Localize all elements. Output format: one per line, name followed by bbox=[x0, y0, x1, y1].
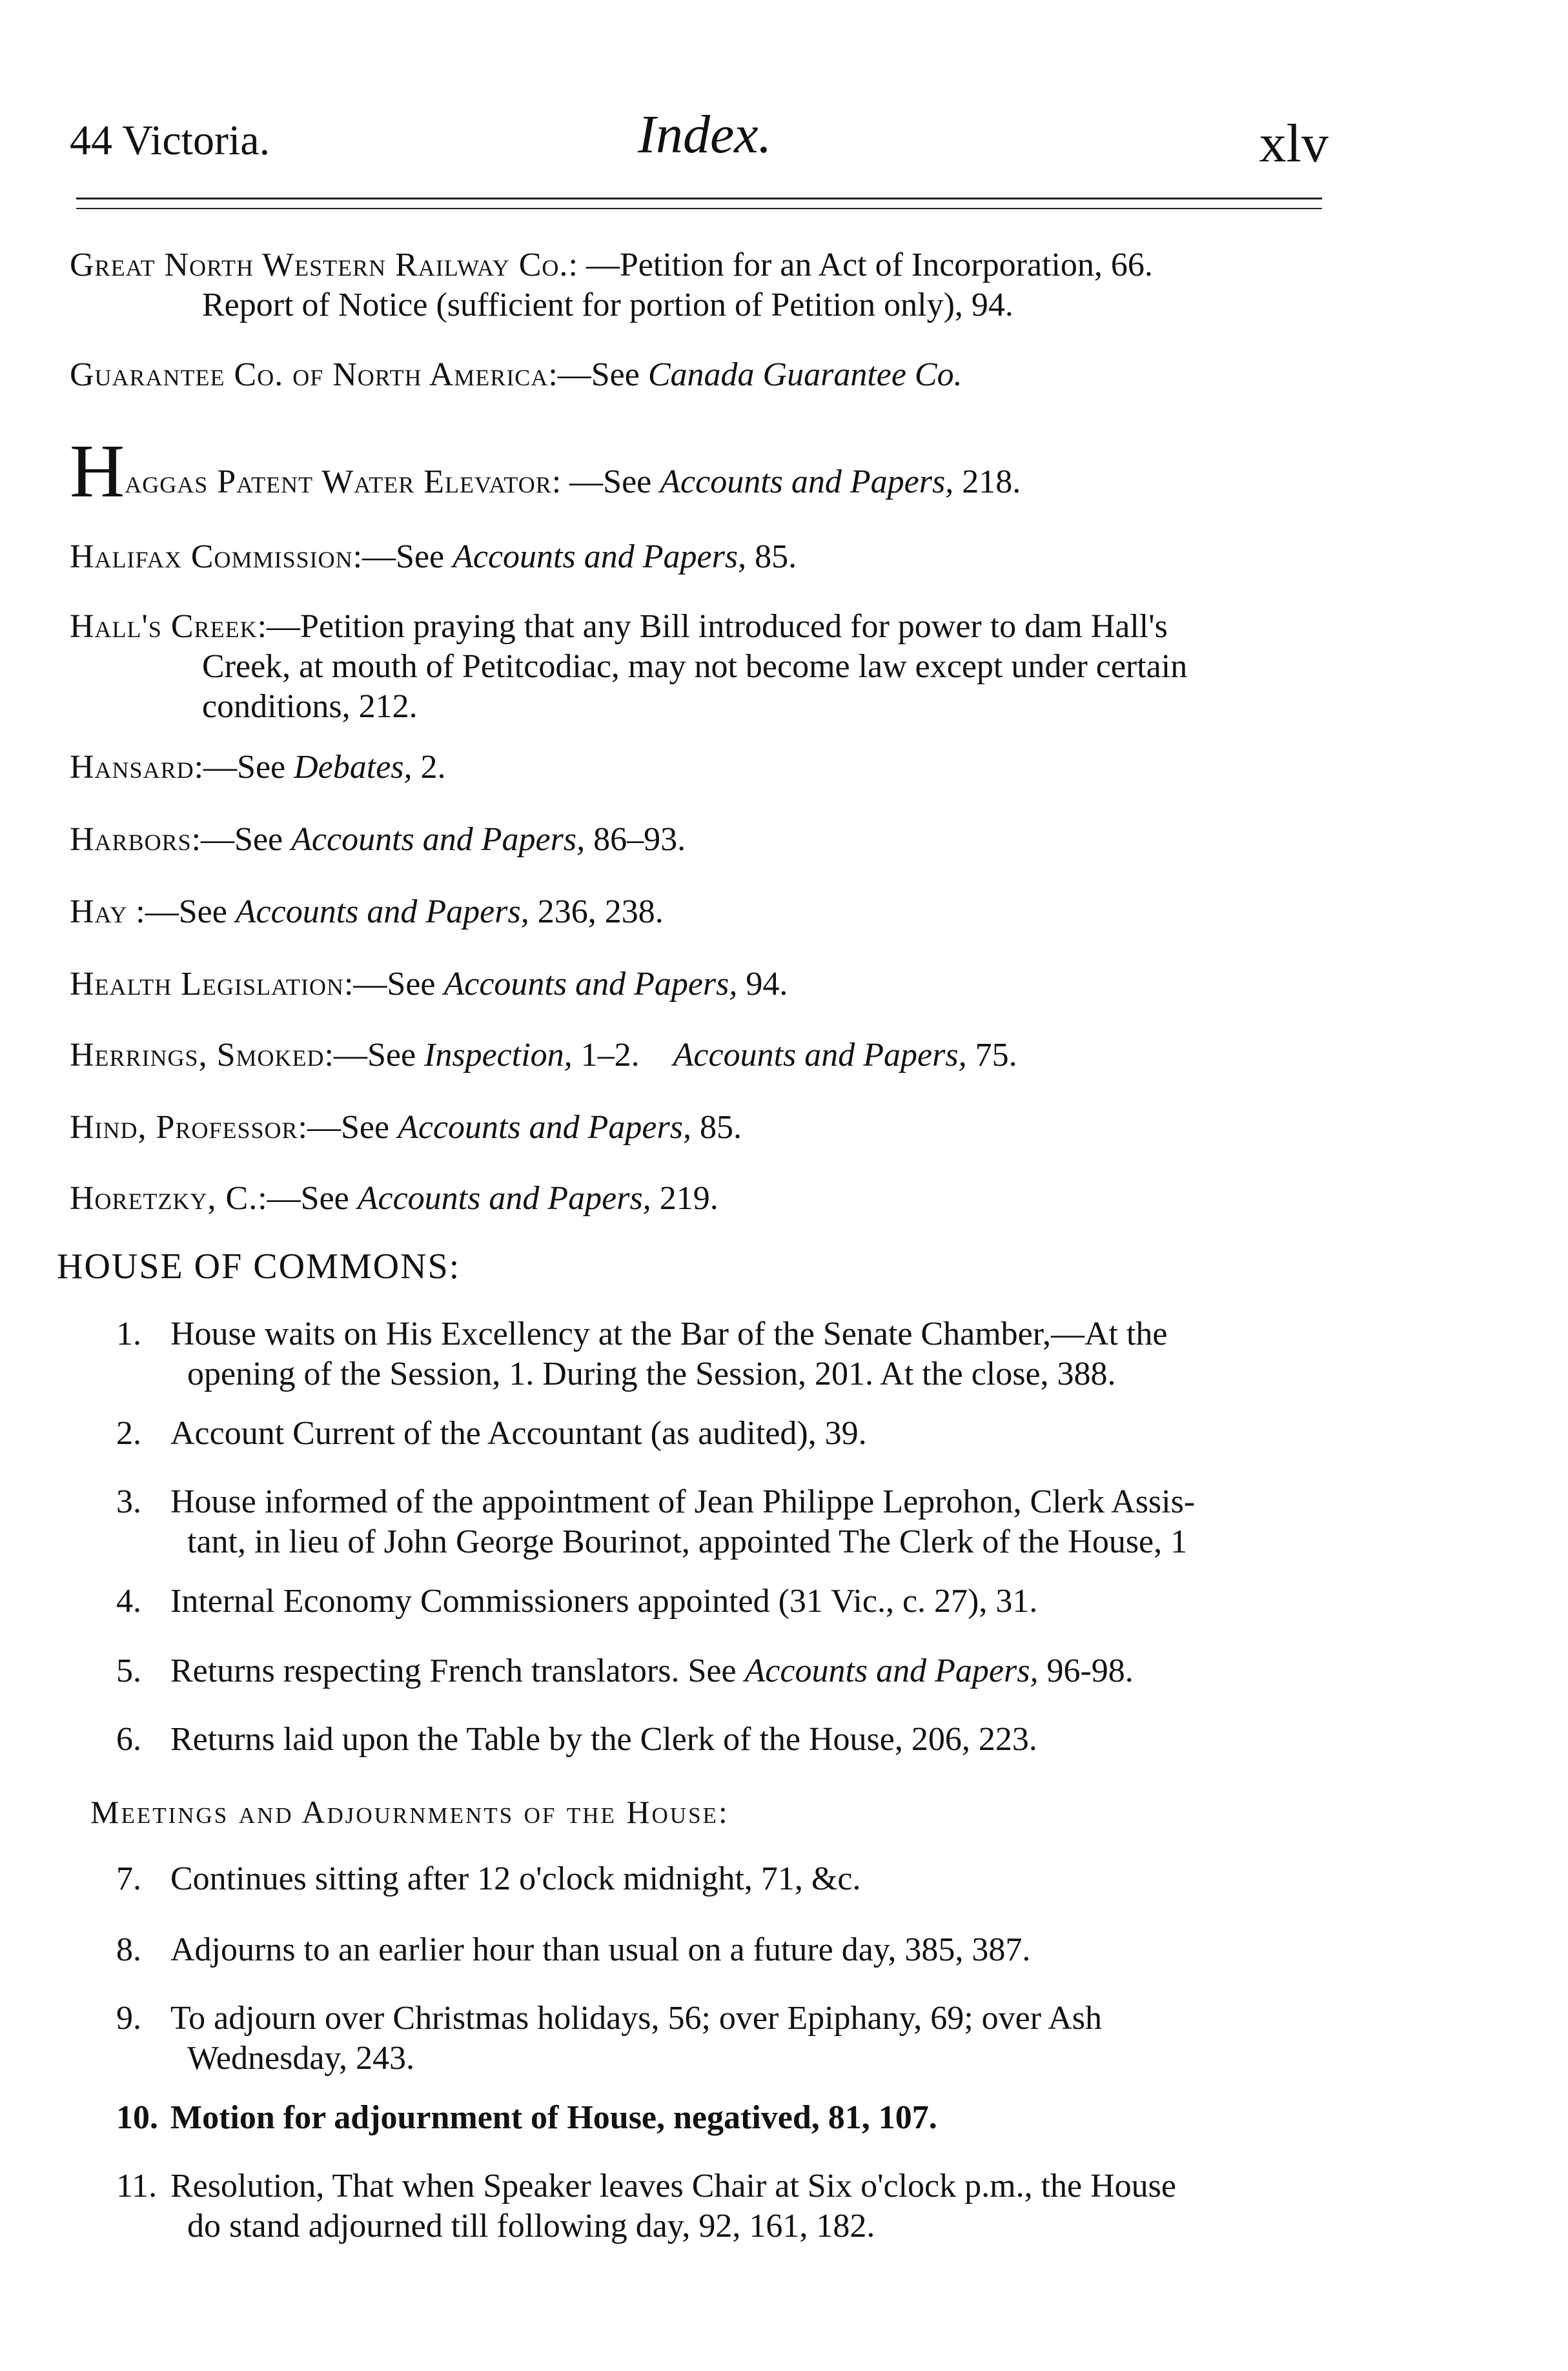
numbered-item bbox=[116, 2166, 1323, 2246]
entry-reference: Accounts and Papers, bbox=[235, 893, 529, 930]
entry-heading: Harbors bbox=[70, 821, 192, 858]
header-rule-thin bbox=[76, 208, 1322, 209]
entry-text: : —Petition for an Act of Incorporation, 66. bbox=[568, 247, 1153, 283]
entry-heading: Hind, Professor bbox=[70, 1109, 298, 1146]
entry-pages: 94. bbox=[737, 966, 788, 1002]
numbered-item bbox=[116, 1651, 1323, 1691]
entry-reference: Debates, bbox=[294, 749, 412, 786]
entry-text: :—See bbox=[352, 538, 453, 575]
entry-reference: Accounts and Papers, bbox=[357, 1180, 651, 1217]
entry-text: :—Petition praying that any Bill introduced for power to dam Hall's bbox=[257, 608, 1168, 645]
item-number: 6. bbox=[116, 1721, 141, 1758]
entry-pages: 218. bbox=[953, 463, 1021, 500]
entry-pages: 236, 238. bbox=[529, 893, 664, 930]
item-text: Returns respecting French translators. See bbox=[170, 1653, 745, 1689]
entry-reference: Accounts and Papers, bbox=[660, 463, 954, 500]
item-text: Returns laid upon the Table by the Clerk of the House, 206, 223. bbox=[170, 1721, 1037, 1758]
entry-reference: Accounts and Papers, bbox=[453, 538, 747, 575]
entry-heading: Great North Western Railway Co. bbox=[70, 247, 569, 283]
entry-reference: Accounts and Papers, bbox=[443, 966, 738, 1002]
numbered-item bbox=[116, 1482, 1323, 1562]
entry-continuation: conditions, 212. bbox=[202, 688, 418, 725]
entry-text: :—See bbox=[343, 966, 444, 1002]
item-continuation: do stand adjourned till following day, 92, 161, 182. bbox=[187, 2208, 875, 2244]
item-continuation: tant, in lieu of John George Bourinot, appointed The Clerk of the House, 1 bbox=[187, 1523, 1188, 1560]
numbered-item bbox=[116, 1720, 1323, 1760]
index-entry bbox=[70, 607, 1335, 727]
index-entry bbox=[70, 820, 1335, 860]
entry-heading: Guarantee Co. of North America bbox=[70, 356, 549, 393]
item-number: 3. bbox=[116, 1483, 141, 1520]
entry-continuation: Report of Notice (sufficient for portion of Petition only), 94. bbox=[202, 287, 1013, 323]
item-text: Account Current of the Accountant (as audited), 39. bbox=[170, 1415, 867, 1452]
item-continuation: opening of the Session, 1. During the Session, 201. At the close, 388. bbox=[187, 1356, 1116, 1392]
entry-heading: Halifax Commission bbox=[70, 538, 353, 575]
index-entry bbox=[70, 748, 1335, 788]
header-title: Index. bbox=[638, 105, 772, 165]
entry-pages: 1–2. bbox=[572, 1037, 640, 1074]
index-entry bbox=[70, 355, 1335, 395]
index-entry bbox=[70, 1035, 1335, 1075]
entry-reference: Canada Guarantee Co. bbox=[647, 356, 962, 393]
item-number: 5. bbox=[116, 1653, 141, 1689]
subsection-title: Meetings and Adjournments of the House: bbox=[90, 1794, 729, 1830]
entry-pages: 219. bbox=[651, 1180, 718, 1217]
index-entry bbox=[70, 964, 1335, 1004]
index-entry bbox=[70, 429, 1335, 513]
entry-heading: Herrings, Smoked bbox=[70, 1037, 325, 1074]
item-text: To adjourn over Christmas holidays, 56; over Epiphany, 69; over Ash bbox=[170, 2000, 1102, 2037]
numbered-item bbox=[116, 1414, 1323, 1454]
numbered-item bbox=[116, 1859, 1323, 1899]
entry-text: :—See bbox=[191, 821, 292, 858]
section-title: HOUSE OF COMMONS: bbox=[57, 1247, 461, 1287]
item-text: Adjourns to an earlier hour than usual on a future day, 385, 387. bbox=[170, 1931, 1031, 1968]
index-entry bbox=[70, 1179, 1335, 1219]
page-header bbox=[70, 97, 1329, 194]
numbered-item bbox=[116, 2098, 1323, 2138]
entry-text: :—See bbox=[298, 1109, 398, 1146]
entry-reference: Inspection, bbox=[424, 1037, 573, 1074]
entry-heading: aggas Patent Water Elevator bbox=[125, 463, 552, 500]
header-page-number: xlv bbox=[1259, 114, 1329, 174]
item-number: 11. bbox=[116, 2168, 158, 2204]
index-entry bbox=[70, 537, 1335, 577]
entry-pages: 75. bbox=[966, 1037, 1017, 1074]
entry-heading: Hay bbox=[70, 893, 128, 930]
entry-text: :—See bbox=[548, 356, 648, 393]
entry-text: :—See bbox=[324, 1037, 425, 1074]
entry-reference: Accounts and Papers, bbox=[398, 1109, 691, 1146]
entry-text: :—See bbox=[258, 1180, 358, 1217]
item-number: 9. bbox=[116, 2000, 141, 2037]
entry-reference: Accounts and Papers, bbox=[673, 1037, 967, 1074]
entry-text: :—See bbox=[127, 893, 236, 930]
numbered-item bbox=[116, 1999, 1323, 2079]
entry-heading: Hansard bbox=[70, 749, 194, 786]
entry-pages: 86–93. bbox=[585, 821, 686, 858]
item-number: 8. bbox=[116, 1931, 141, 1968]
index-entry bbox=[70, 892, 1335, 932]
item-number: 1. bbox=[116, 1316, 141, 1352]
entry-heading: Hall's Creek bbox=[70, 608, 258, 645]
drop-initial: H bbox=[70, 429, 125, 513]
entry-text: : —See bbox=[551, 463, 660, 500]
entry-pages: 85. bbox=[691, 1109, 742, 1146]
numbered-item bbox=[116, 1930, 1323, 1970]
item-text: Continues sitting after 12 o'clock midnight, 71, &c. bbox=[170, 1860, 861, 1897]
numbered-item bbox=[116, 1582, 1323, 1622]
entry-reference: Accounts and Papers, bbox=[291, 821, 585, 858]
header-volume: 44 Victoria. bbox=[70, 117, 270, 164]
item-number: 4. bbox=[116, 1583, 141, 1620]
item-continuation: Wednesday, 243. bbox=[187, 2040, 415, 2077]
entry-heading: Health Legislation bbox=[70, 966, 344, 1002]
item-pages: 96-98. bbox=[1038, 1653, 1134, 1689]
numbered-item bbox=[116, 1314, 1323, 1394]
item-text: Internal Economy Commissioners appointed (31 Vic., c. 27), 31. bbox=[170, 1583, 1038, 1620]
entry-continuation: Creek, at mouth of Petitcodiac, may not become law except under certain bbox=[202, 648, 1188, 685]
item-number: 2. bbox=[116, 1415, 141, 1452]
item-text: Motion for adjournment of House, negatived, 81, 107. bbox=[170, 2099, 937, 2136]
item-text: House informed of the appointment of Jean Philippe Leprohon, Clerk Assis- bbox=[170, 1483, 1196, 1520]
header-rule bbox=[76, 198, 1322, 199]
entry-heading: Horetzky, C. bbox=[70, 1180, 258, 1217]
entry-text: :—See bbox=[194, 749, 294, 786]
entry-pages: 2. bbox=[412, 749, 446, 786]
item-number: 10. bbox=[116, 2099, 158, 2136]
item-text: Resolution, That when Speaker leaves Chair at Six o'clock p.m., the House bbox=[170, 2168, 1176, 2204]
index-entry bbox=[70, 245, 1335, 325]
entry-pages: 85. bbox=[746, 538, 797, 575]
item-text: House waits on His Excellency at the Bar of the Senate Chamber,—At the bbox=[170, 1316, 1168, 1352]
item-number: 7. bbox=[116, 1860, 141, 1897]
index-entry bbox=[70, 1108, 1335, 1148]
item-reference: Accounts and Papers, bbox=[744, 1653, 1039, 1689]
